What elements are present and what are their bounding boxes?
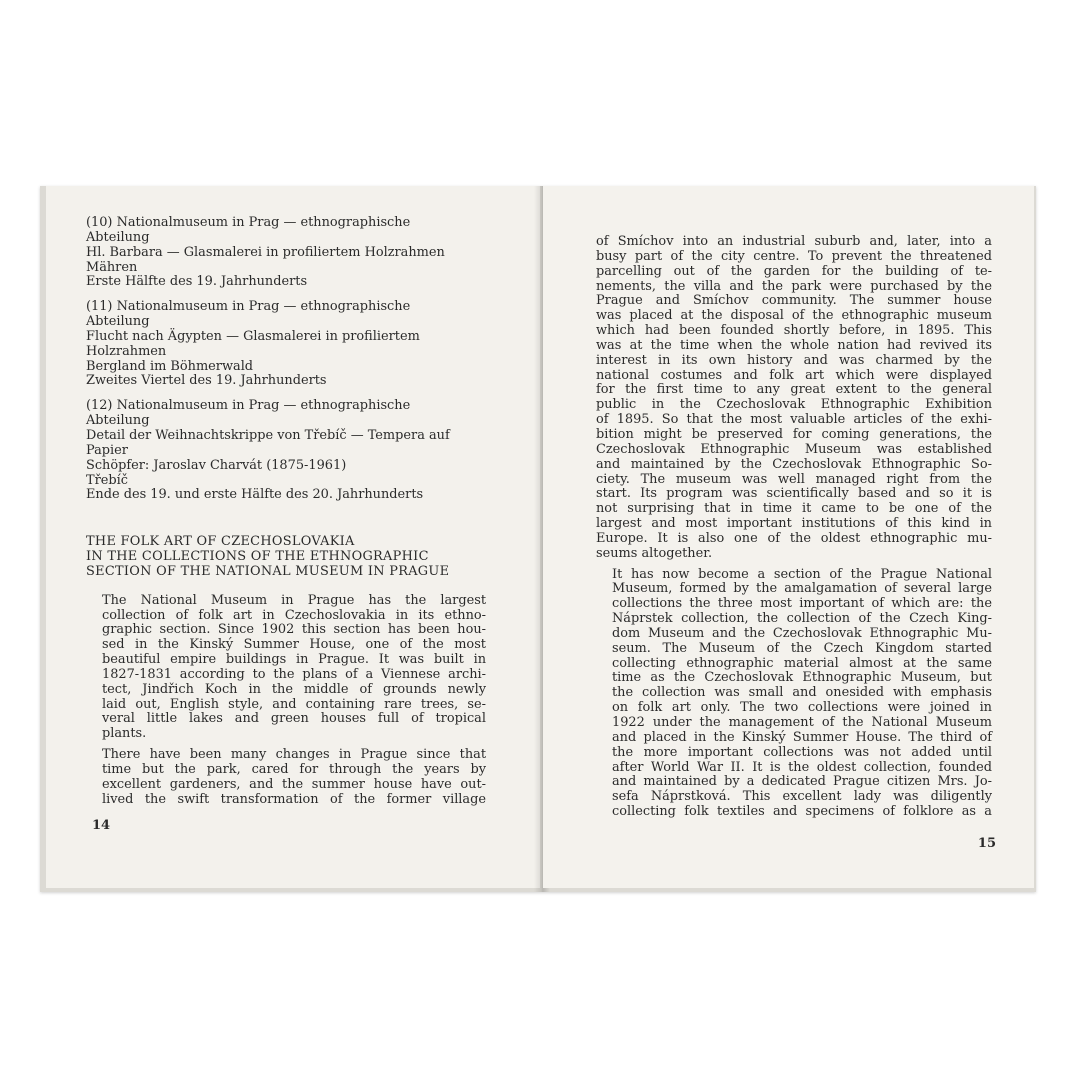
right-page [543, 186, 1034, 888]
text-line: national costumes and folk art which were displayed [596, 367, 992, 383]
caption-line: Bergland im Böhmerwald [86, 358, 254, 374]
open-book [40, 186, 1036, 892]
text-line: collection of folk art in Czechoslovakia in its ethno- [102, 607, 486, 623]
text-line: collecting folk textiles and specimens of folklore as a [612, 804, 992, 820]
text-line: 1827-1831 according to the plans of a Viennese archi- [102, 666, 486, 682]
text-line: of 1895. So that the most valuable articles of the exhi- [596, 412, 992, 428]
caption-line: Holzrahmen [86, 343, 167, 359]
caption-line: Papier [86, 442, 128, 458]
text-line: Czechoslovak Ethnographic Museum was established [596, 441, 992, 457]
page-number-right: 15 [977, 836, 996, 851]
left-page [46, 186, 540, 888]
caption-line: Schöpfer: Jaroslav Charvát (1875-1961) [86, 457, 347, 473]
text-line: not surprising that in time it came to be one of the [596, 501, 992, 517]
text-line: plants. [102, 726, 147, 742]
caption-number: (11) [86, 299, 113, 315]
left-column [86, 216, 486, 814]
caption-number: (12) [86, 398, 113, 414]
text-line: nements, the villa and the park were purchased by the [596, 278, 992, 294]
text-line: was placed at the disposal of the ethnographic museum [596, 308, 992, 324]
text-line: public in the Czechoslovak Ethnographic Exhibition [596, 397, 992, 413]
paragraph-continued [596, 235, 992, 562]
caption-11 [86, 300, 486, 389]
caption-line: Třebíč [86, 472, 128, 488]
text-line: the more important collections was not added until [612, 744, 992, 760]
text-line: and maintained by a dedicated Prague citizen Mrs. Jo- [612, 774, 992, 790]
caption-10 [86, 216, 486, 290]
caption-line: Erste Hälfte des 19. Jahrhunderts [86, 274, 308, 290]
text-line: Museum, formed by the amalgamation of several large [612, 581, 992, 597]
text-line: largest and most important institutions of this kind in [596, 516, 992, 532]
heading-line: SECTION OF THE NATIONAL MUSEUM IN PRAGUE [86, 563, 450, 579]
text-line: ciety. The museum was well managed right from the [596, 471, 992, 487]
text-line: which had been founded shortly before, in 1895. This [596, 323, 992, 339]
text-line: for the first time to any great extent to the general [596, 382, 992, 398]
text-line: 1922 under the management of the National Museum [612, 715, 992, 730]
caption-line: Zweites Viertel des 19. Jahrhunderts [86, 373, 327, 389]
caption-line: Ende des 19. und erste Hälfte des 20. Jahrhunderts [86, 487, 424, 503]
text-line: Europe. It is also one of the oldest ethnographic mu- [596, 530, 992, 546]
text-line: beautiful empire buildings in Prague. It was built in [102, 652, 486, 668]
right-column [596, 235, 992, 826]
text-line: and placed in the Kinský Summer House. The third of [612, 729, 992, 745]
caption-line: Detail der Weihnachtskrippe von Třebíč — Tempera auf [86, 427, 450, 443]
text-line: dom Museum and the Czechoslovak Ethnographic Mu- [612, 625, 992, 641]
caption-line: (12) Nationalmuseum in Prag — ethnographische [86, 398, 411, 414]
text-line: time as the Czechoslovak Ethnographic Museum, but [612, 670, 992, 686]
text-line: collecting ethnographic material almost at the same [612, 655, 992, 671]
paragraph-1 [86, 594, 486, 742]
text-line: seums altogether. [596, 545, 713, 561]
caption-line: Hl. Barbara — Glasmalerei in profiliertem Holzrahmen [86, 244, 445, 260]
text-line: start. Its program was scientifically based and so it is [596, 486, 992, 502]
text-line: collections the three most important of which are: the [612, 596, 992, 612]
text-line: of Smíchov into an industrial suburb and, later, into a [596, 234, 992, 249]
caption-line: Flucht nach Ägypten — Glasmalerei in profiliertem [86, 328, 420, 344]
page-number-left: 14 [92, 818, 111, 833]
caption-line: Abteilung [86, 314, 150, 330]
text-line: bition might be preserved for coming generations, the [596, 426, 992, 442]
text-line: seum. The Museum of the Czech Kingdom started [612, 640, 992, 656]
heading-line: IN THE COLLECTIONS OF THE ETHNOGRAPHIC [86, 549, 429, 565]
text-line: interest in its own history and was charmed by the [596, 352, 992, 368]
section-heading [86, 535, 486, 580]
text-line: tect, Jindřich Koch in the middle of grounds newly [102, 681, 486, 697]
text-line: on folk art only. The two collections were joined in [612, 700, 992, 716]
text-line: veral little lakes and green houses full of tropical [102, 711, 486, 727]
caption-line: (10) Nationalmuseum in Prag — ethnographische [86, 215, 411, 230]
text-line: Náprstek collection, the collection of the Czech King- [612, 611, 992, 627]
text-line: The National Museum in Prague has the largest [102, 592, 486, 608]
text-line: time but the park, cared for through the years by [102, 762, 486, 777]
text-line: laid out, English style, and containing rare trees, se- [102, 696, 486, 712]
text-line: excellent gardeners, and the summer house have out- [102, 776, 486, 792]
text-line: lived the swift transformation of the former village [102, 791, 486, 807]
text-line: was at the time when the whole nation had revived its [596, 337, 992, 353]
caption-line: Mähren [86, 259, 138, 275]
text-line: graphic section. Since 1902 this section has been hou- [102, 622, 486, 638]
text-line: busy part of the city centre. To prevent the threatened [596, 248, 992, 264]
caption-line: (11) Nationalmuseum in Prag — ethnographische [86, 299, 411, 315]
caption-number: (10) [86, 215, 113, 230]
text-line: Prague and Smíchov community. The summer house [596, 293, 992, 309]
caption-line: Abteilung [86, 229, 150, 245]
text-line: the collection was small and onesided with emphasis [612, 685, 992, 701]
text-line: parcelling out of the garden for the building of te- [596, 263, 992, 279]
text-line: sed in the Kinský Summer House, one of the most [102, 637, 486, 653]
text-line: sefa Náprstková. This excellent lady was diligently [612, 789, 992, 805]
paragraph-2 [86, 748, 486, 807]
paragraph-3 [596, 568, 992, 820]
heading-line: THE FOLK ART OF CZECHOSLOVAKIA [86, 534, 355, 550]
text-line: It has now become a section of the Prague National [612, 566, 992, 582]
text-line: after World War II. It is the oldest collection, founded [612, 759, 992, 775]
caption-12 [86, 399, 486, 503]
caption-line: Abteilung [86, 413, 150, 429]
text-line: There have been many changes in Prague since that [102, 747, 486, 763]
text-line: and maintained by the Czechoslovak Ethnographic So- [596, 456, 992, 472]
